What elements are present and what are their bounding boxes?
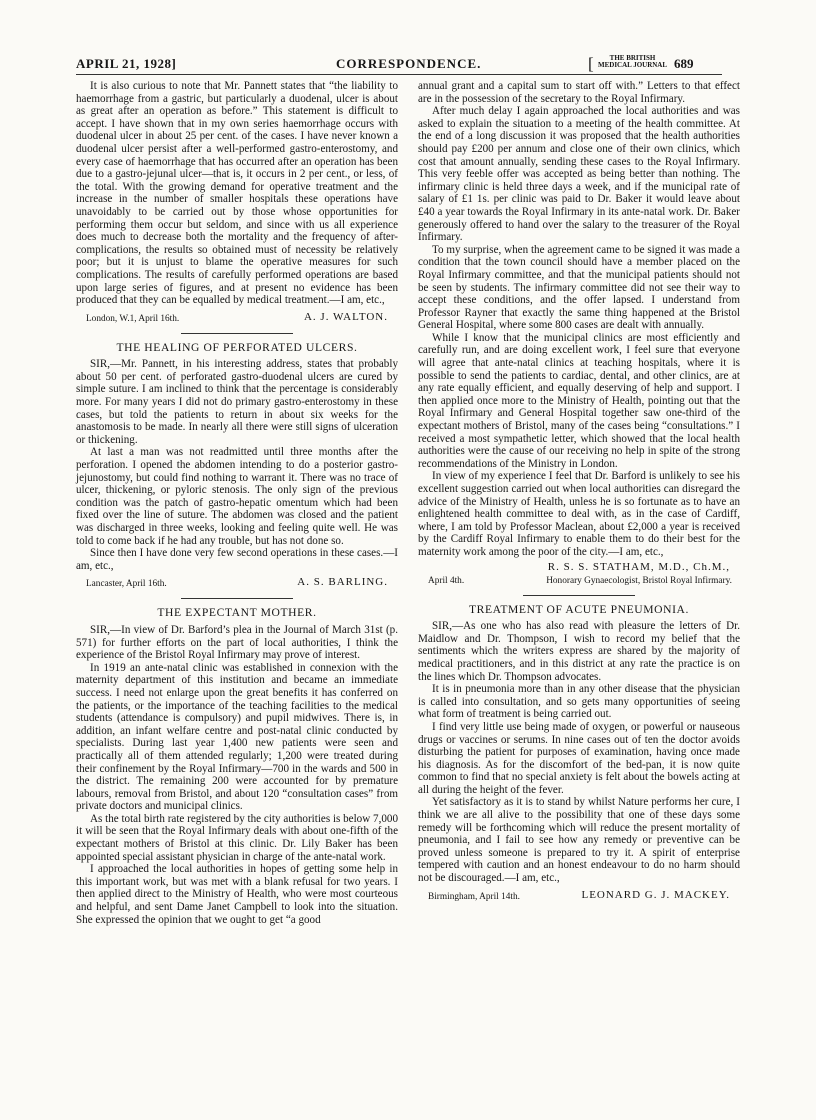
paragraph: In 1919 an ante-natal clinic was established in connexion with the maternity department of this institution and became an immediate success. I need not enlarge upon the great benefits it has conferred on the patients, or the importance of the teaching facilities to the medical students (attendance is compulsory) and pupil midwives. There is, in addition, an infant welfare centre and post-natal clinic conducted by specialists. During last year 1,400 new patients were seen and practically all of them attended regularly; 1,200 were treated during their confinement by the Royal Infirmary—700 in the wards and 500 in the district. The remaining 200 were accounted for by premature labours, removal from Bristol, and about 120 “consultation cases” from private doctors and municipal clinics.	[76, 661, 398, 813]
running-header	[76, 56, 722, 74]
signature-name: A. S. BARLING.	[297, 576, 388, 589]
signature-place: April 4th.	[428, 575, 465, 586]
paragraph: It is in pneumonia more than in any other disease that the physician is called into consultation, and so gets many opportunities of seeing what form of treatment is being carried out.	[418, 683, 740, 721]
letter-heading: THE EXPECTANT MOTHER.	[157, 606, 317, 620]
header-rule	[76, 74, 722, 75]
letter-separator	[181, 598, 293, 599]
signature-block	[76, 311, 398, 325]
paragraph: While I know that the municipal clinics are most efficiently and carefully run, and are doing excellent work, I feel sure that everyone will agree that ante-natal clinics at teaching hospitals, where it is possible to send the patients to cardiac, dental, and other clinics, are at any rate equally efficient, and equally deserving of help and support. I then applied once more to the Ministry of Health, pointing out that the Royal Infirmary and General Hospital together saw one-third of the expectant mothers of Bristol, many of the cases being “consultations.” I received a most sympathetic letter, which showed that the local health authorities were the cause of our receiving no help in spite of the strong recommendations of the Ministry in London.	[418, 331, 740, 470]
publication-line: MEDICAL JOURNAL	[598, 61, 668, 69]
paragraph: After much delay I again approached the local authorities and was asked to explain the situation to a meeting of the health committee. At the end of a long discussion it was proposed that the health authorities should pay £200 per annum and close one of their own clinics, which cost that amount annually, sending these cases to the Royal Infirmary. This very feeble offer was accepted as being better than nothing. The infirmary clinic is held three days a week, and if the municipal rate of salary of £1 1s. per clinic was paid to Dr. Baker it would leave about £40 a year towards the Royal Infirmary in its ante-natal work. Dr. Baker generously offered to hand over the salary to the treasurer of the Royal Infirmary.	[418, 105, 740, 244]
paragraph: At last a man was not readmitted until three months after the perforation. I opened the abdomen intending to do a posterior gastro-jejunostomy, but could find nothing to warrant it. There was no trace of ulcer, thickening, or pyloric stenosis. The only sign of the previous condition was the patch of gastro-hepatic omentum which had been fixed over the line of suture. The abdomen was closed and the patient was discharged in three weeks, looking and feeling quite well. He was told to come back if he had any trouble, but has not done so.	[76, 446, 398, 547]
signature-block	[76, 576, 398, 590]
statham-letter-part1	[76, 607, 398, 926]
signature-title: Honorary Gynaecologist, Bristol Royal Infirmary.	[546, 575, 732, 586]
signature-place: Lancaster, April 16th.	[86, 579, 167, 590]
paragraph: In view of my experience I feel that Dr. Barford is unlikely to see his excellent suggestion carried out when local authorities can disregard the advice of the Ministry of Health, unless he is so fortunate as to have an enlightened health committee to deal with, as in the case of Cardiff, where, I am told by Professor Maclean, about £2,000 a year is received by the Cardiff Royal Infirmary to enable them to do their best for the maternity work among the poor of the city.—I am, etc.,	[418, 470, 740, 558]
paragraph: To my surprise, when the agreement came to be signed it was made a condition that the town council should have a member placed on the Royal Infirmary committee, and that the municipal patients should not be seen by students. The infirmary committee did not see their way to accept these conditions, and the offer lapsed. I understand from Professor Rayner that exactly the same thing happened at the Bristol General Hospital, where some 800 cases are dealt with annually.	[418, 243, 740, 332]
section-title: CORRESPONDENCE.	[336, 56, 482, 71]
paragraph: SIR,—As one who has also read with pleasure the letters of Dr. Maidlow and Dr. Thompson, I wish to record my belief that the sentiments which the writers express are shared by the majority of medical practitioners, and in this district at any rate the practice is on the lines which Dr. Thompson advocates.	[418, 620, 740, 683]
signature-block	[418, 889, 740, 903]
paragraph: SIR,—In view of Dr. Barford’s plea in the Journal of March 31st (p. 571) for further efforts on the part of local authorities, I think the experience of the Bristol Royal Infirmary may prove of interest.	[76, 623, 398, 662]
letter-separator	[181, 333, 293, 334]
publication-name	[598, 55, 667, 69]
right-column	[418, 80, 740, 909]
paragraph: As the total birth rate registered by the city authorities is below 7,000 it will be seen that the Royal Infirmary deals with about one-fifth of the expectant mothers of Bristol at this clinic. Dr. Lily Baker has been appointed special assistant physician in charge of the ante-natal work.	[76, 812, 398, 863]
signature-name: LEONARD G. J. MACKEY.	[581, 888, 730, 901]
paragraph: Yet satisfactory as it is to stand by whilst Nature performs her cure, I think we are all alive to the possibility that one of these days some remedy will be forthcoming which will reduce the present mortality of pneumonia, and I fail to see how any remedy or preventive can be proved unless someone is prepared to try it. A spirit of enterprise tempered with caution and an honest endeavour to do no harm should not be discouraged.—I am, etc.,	[418, 796, 740, 885]
left-column	[76, 80, 398, 926]
signature-place: Birmingham, April 14th.	[428, 891, 520, 902]
letter-heading: THE HEALING OF PERFORATED ULCERS.	[116, 340, 358, 354]
issue-date: APRIL 21, 1928]	[76, 56, 177, 71]
signature-block	[418, 561, 740, 587]
walton-letter	[76, 80, 398, 325]
paragraph: SIR,—Mr. Pannett, in his interesting address, states that probably about 50 per cent. of perforated gastro-duodenal ulcers are cured by simple suture. I am inclined to think that the percentage is considerably more. For many years I did not do primary gastro-enterostomy in these cases, but told the patients to return in about six weeks for the anastomosis to be made. In nearly all there were still signs of ulceration or thickening.	[76, 358, 398, 446]
publication-line: THE BRITISH	[609, 54, 656, 62]
paragraph: Since then I have done very few second operations in these cases.—I am, etc.,	[76, 547, 398, 572]
mackey-letter	[418, 604, 740, 903]
signature-place: London, W.1, April 16th.	[86, 313, 180, 324]
header-bracket: [	[588, 54, 594, 73]
signature-name: A. J. WALTON.	[303, 310, 388, 323]
paragraph: It is also curious to note that Mr. Pannett states that “the liability to haemorrhage from a gastric, but particularly a duodenal, ulcer is about as great after an operation as before.” This statement is difficult to accept. I have shown that in my own series haemorrhage occurs with duodenal ulcer in about 25 per cent. of the cases. I have never known a duodenal ulcer persist after a well-performed gastro-enterostomy, and every case of haemorrhage that has occurred after an operation has been due to a gastro-jejunal ulcer—that is, it occurs in 2 per cent., or less, of the total. With the growing demand for operative treatment and the increase in the number of smaller hospitals these operations have unavoidably to be carried out by those whose opportunities for performing them occur but seldom, and since with us all experience does much to decrease both the mortality and the frequency of after-complications, the results so obtained must of necessity be relatively poor; but it is unjust to blame the operative measures for such complications. The results of carefully performed operations are based upon large series of figures, and at present no evidence has been produced that they can be equalled by medical treatment.—I am, etc.,	[76, 80, 398, 307]
letter-heading: TREATMENT OF ACUTE PNEUMONIA.	[468, 602, 690, 616]
paragraph: I find very little use being made of oxygen, or powerful or nauseous drugs or vaccines or serums. In nine cases out of ten the doctor avoids disturbing the patient for purposes of examination, having once made his diagnosis. As for the discomfort of the bed-pan, it is now quite common to find that no special anxiety is felt about the bowels acting at all during the height of the fever.	[418, 720, 740, 796]
paragraph: I approached the local authorities in hopes of getting some help in this important work, but was met with a blank refusal for two years. I then applied direct to the Ministry of Health, who were most courteous and helpful, and sent Dame Janet Campbell to look into the situation. She expressed the opinion that we ought to get “a good	[76, 863, 398, 926]
letter-separator	[523, 595, 635, 596]
barling-letter	[76, 342, 398, 591]
paragraph: annual grant and a capital sum to start off with.” Letters to that effect are in the possession of the secretary to the Royal Infirmary.	[418, 80, 740, 105]
signature-name: R. S. S. STATHAM, M.D., Ch.M.,	[547, 560, 730, 573]
statham-letter-part2	[418, 80, 740, 587]
page-number: 689	[674, 56, 694, 71]
